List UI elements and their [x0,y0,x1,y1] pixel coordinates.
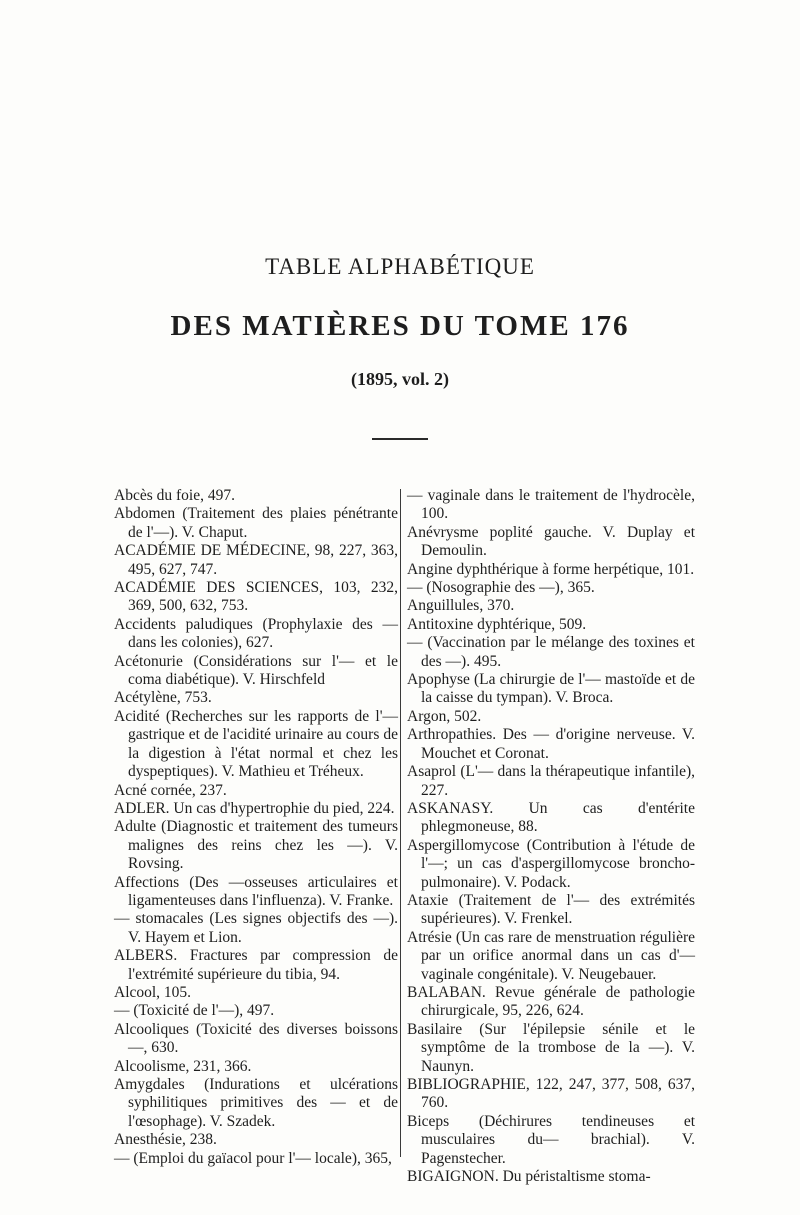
index-entry: — (Nosographie des —), 365. [407,579,595,597]
index-entry: ALBERS. Fractures par compression de l'extrémité supérieure du tibia, 94. [114,947,398,983]
left-column [114,487,398,1168]
index-entry: Accidents paludiques (Prophylaxie des — dans les colonies), 627. [114,615,398,652]
index-entry: — (Toxicité de l'—), 497. [114,1002,275,1020]
index-entry: Alcool, 105. [114,983,192,1001]
index-entry: ADLER. Un cas d'hypertrophie du pied, 224. [114,799,395,817]
index-entry: Alcooliques (Toxicité des diverses boissons —, 630. [114,1020,398,1057]
page-title-line-1: TABLE ALPHABÉTIQUE [265,254,535,279]
index-entry: — (Vaccination par le mélange des toxines et des —). 495. [407,634,695,670]
index-entry: Asaprol (L'— dans la thérapeutique infantile), 227. [407,763,695,799]
page-title-line-3: (1895, vol. 2) [351,369,449,389]
index-entry: Adulte (Diagnostic et traitement des tumeurs malignes des reins chez les —). V. Rovsing. [114,818,398,873]
index-entry: Acétylène, 753. [114,689,212,707]
index-entry: Acné cornée, 237. [114,781,227,799]
page-title-line-2: DES MATIÈRES DU TOME 176 [170,310,630,342]
index-entry: Anguillules, 370. [407,597,515,615]
index-entry: Abdomen (Traitement des plaies pénétrante de l'—). V. Chaput. [114,505,398,541]
index-entry: Apophyse (La chirurgie de l'— mastoïde et de la caisse du tympan). V. Broca. [407,671,695,707]
index-entry: Amygdales (Indurations et ulcérations syphilitiques primitives des — et de l'œsophage). V. Szadek. [114,1076,398,1130]
index-entry: Anesthésie, 238. [114,1131,217,1149]
index-entry: Biceps (Déchirures tendineuses et musculaires du— brachial). V. Pagenstecher. [407,1112,695,1167]
index-entry: Arthropathies. Des — d'origine nerveuse. V. Mouchet et Coronat. [407,726,695,762]
index-entry: ACADÉMIE DE MÉDECINE, 98, 227, 363, 495, 627, 747. [114,542,398,578]
index-entry: — stomacales (Les signes objectifs des —). V. Hayem et Lion. [114,910,398,946]
right-column [407,487,695,1186]
index-entry: — vaginale dans le traitement de l'hydrocèle, 100. [407,487,695,523]
index-entry: Anévrysme poplité gauche. V. Duplay et Demoulin. [407,523,695,560]
index-entry: Ataxie (Traitement de l'— des extrémités supérieures). V. Frenkel. [407,891,695,928]
index-entry: Abcès du foie, 497. [114,487,235,504]
index-entry: Acidité (Recherches sur les rapports de l'— gastrique et de l'acidité urinaire au cours de la digestion à l'état normal et chez les dyspeptiques). V. Mathieu et Tréheux. [114,707,398,781]
index-entry: Aspergillomycose (Contribution à l'étude de l'—; un cas d'aspergillomycose broncho-pulmonaire). V. Podack. [407,836,695,891]
index-entry: BIGAIGNON. Du péristaltisme stoma- [407,1168,651,1186]
index-entry: Acétonurie (Considérations sur l'— et le coma diabétique). V. Hirschfeld [114,652,398,689]
column-divider [400,489,401,1157]
index-entry: Angine dyphthérique à forme herpétique, 101. [407,560,695,578]
index-entry: ASKANASY. Un cas d'entérite phlegmoneuse, 88. [407,799,695,836]
index-entry: Basilaire (Sur l'épilepsie sénile et le symptôme de la trombose de la —). V. Naunyn. [407,1020,695,1075]
index-entry: Argon, 502. [407,707,482,725]
index-entry: BIBLIOGRAPHIE, 122, 247, 377, 508, 637, 760. [407,1076,695,1112]
index-entry: Alcoolisme, 231, 366. [114,1057,252,1075]
index-entry: BALABAN. Revue générale de pathologie chirurgicale, 95, 226, 624. [407,983,695,1020]
index-entry: ACADÉMIE DES SCIENCES, 103, 232, 369, 500, 632, 753. [114,579,398,615]
index-entry: Antitoxine dyphtérique, 509. [407,615,587,633]
title-rule [372,438,428,440]
index-entry: Affections (Des —osseuses articulaires et ligamenteuses dans l'influenza). V. Franke. [114,873,398,909]
index-entry: Atrésie (Un cas rare de menstruation régulière par un orifice anormal dans un cas d'— vaginale congénitale). V. Neugebauer. [407,928,695,983]
index-entry: — (Emploi du gaïacol pour l'— locale), 365, [114,1149,392,1167]
